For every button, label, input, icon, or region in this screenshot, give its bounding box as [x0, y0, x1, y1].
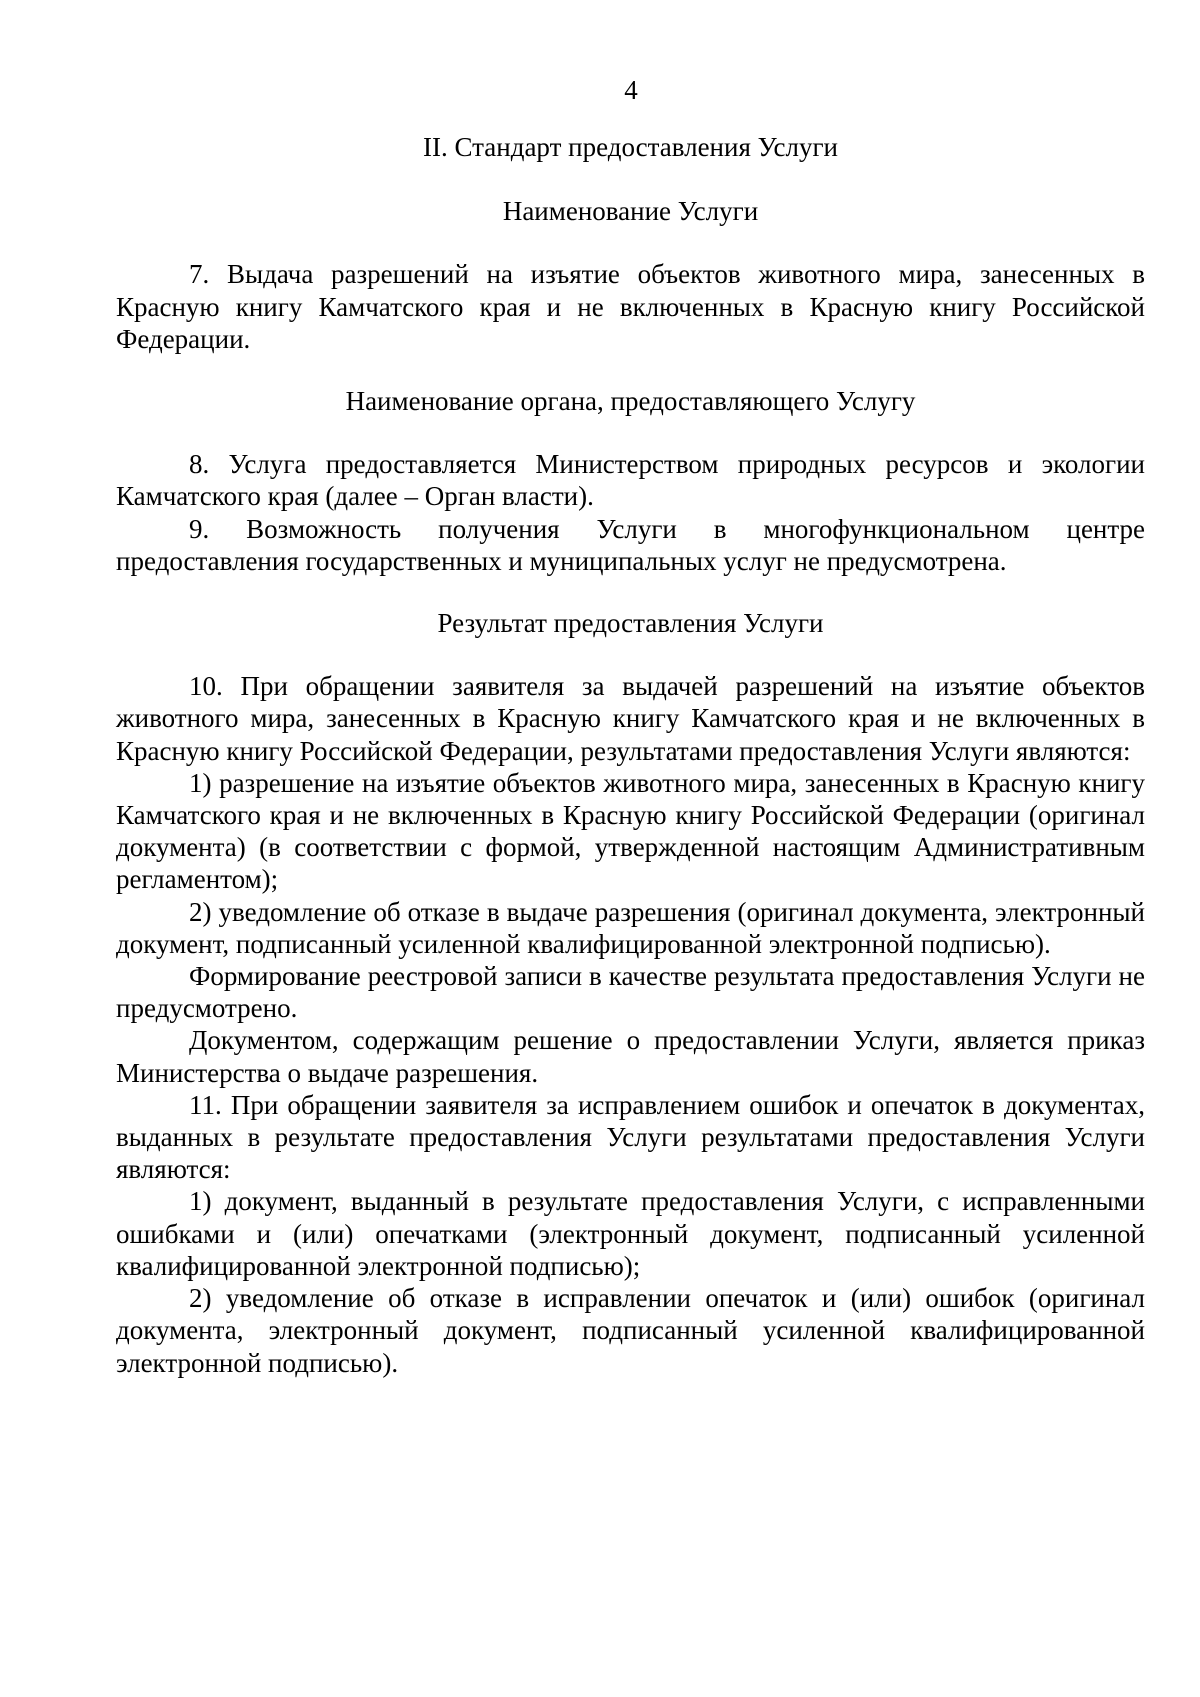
paragraph-9: 9. Возможность получения Услуги в многофункциональном центре предоставления государственных и муниципальных услуг не предусмотрена.	[116, 513, 1145, 576]
paragraph-10-registry: Формирование реестровой записи в качестве результата предоставления Услуги не предусмотрено.	[116, 961, 1145, 1024]
paragraph-11: 11. При обращении заявителя за исправлением ошибок и опечаток в документах, выданных в результате предоставления Услуги результатами предоставления Услуги являются:	[116, 1089, 1145, 1185]
paragraph-11-item-1: 1) документ, выданный в результате предоставления Услуги, с исправленными ошибками и (или) опечатками (электронный документ, подписанный усиленной квалифицированной электронной подписью);	[116, 1186, 1145, 1281]
paragraph-7: 7. Выдача разрешений на изъятие объектов животного мира, занесенных в Красную книгу Камчатского края и не включенных в Красную книгу Российской Федерации.	[116, 259, 1145, 354]
paragraph-10: 10. При обращении заявителя за выдачей разрешений на изъятие объектов животного мира, занесенных в Красную книгу Камчатского края и не включенных в Красную книгу Российской Федерации, результатами предоставления Услуги являются:	[116, 671, 1145, 766]
paragraph-10-item-1: 1) разрешение на изъятие объектов животного мира, занесенных в Красную книгу Камчатского края и не включенных в Красную книгу Российской Федерации (оригинал документа) (в соответствии с формой, утвержденной настоящим Административным регламентом);	[116, 767, 1145, 895]
heading-authority: Наименование органа, предоставляющего Услугу	[345, 386, 916, 417]
document-body	[116, 131, 1145, 1379]
section-title: II. Стандарт предоставления Услуги	[423, 132, 838, 162]
paragraph-10-item-2: 2) уведомление об отказе в выдаче разрешения (оригинал документа, электронный документ, подписанный усиленной квалифицированной электронной подписью).	[116, 896, 1145, 959]
page-number: 4	[624, 75, 638, 105]
paragraph-10-decision: Документом, содержащим решение о предоставлении Услуги, является приказ Министерства о выдаче разрешения.	[116, 1025, 1145, 1088]
heading-result: Результат предоставления Услуги	[437, 608, 824, 639]
paragraph-11-item-2: 2) уведомление об отказе в исправлении опечаток и (или) ошибок (оригинал документа, электронный документ, подписанный усиленной квалифицированной электронной подписью).	[116, 1283, 1145, 1378]
paragraph-8: 8. Услуга предоставляется Министерством природных ресурсов и экологии Камчатского края (далее – Орган власти).	[116, 449, 1145, 512]
heading-service-name: Наименование Услуги	[502, 196, 759, 227]
